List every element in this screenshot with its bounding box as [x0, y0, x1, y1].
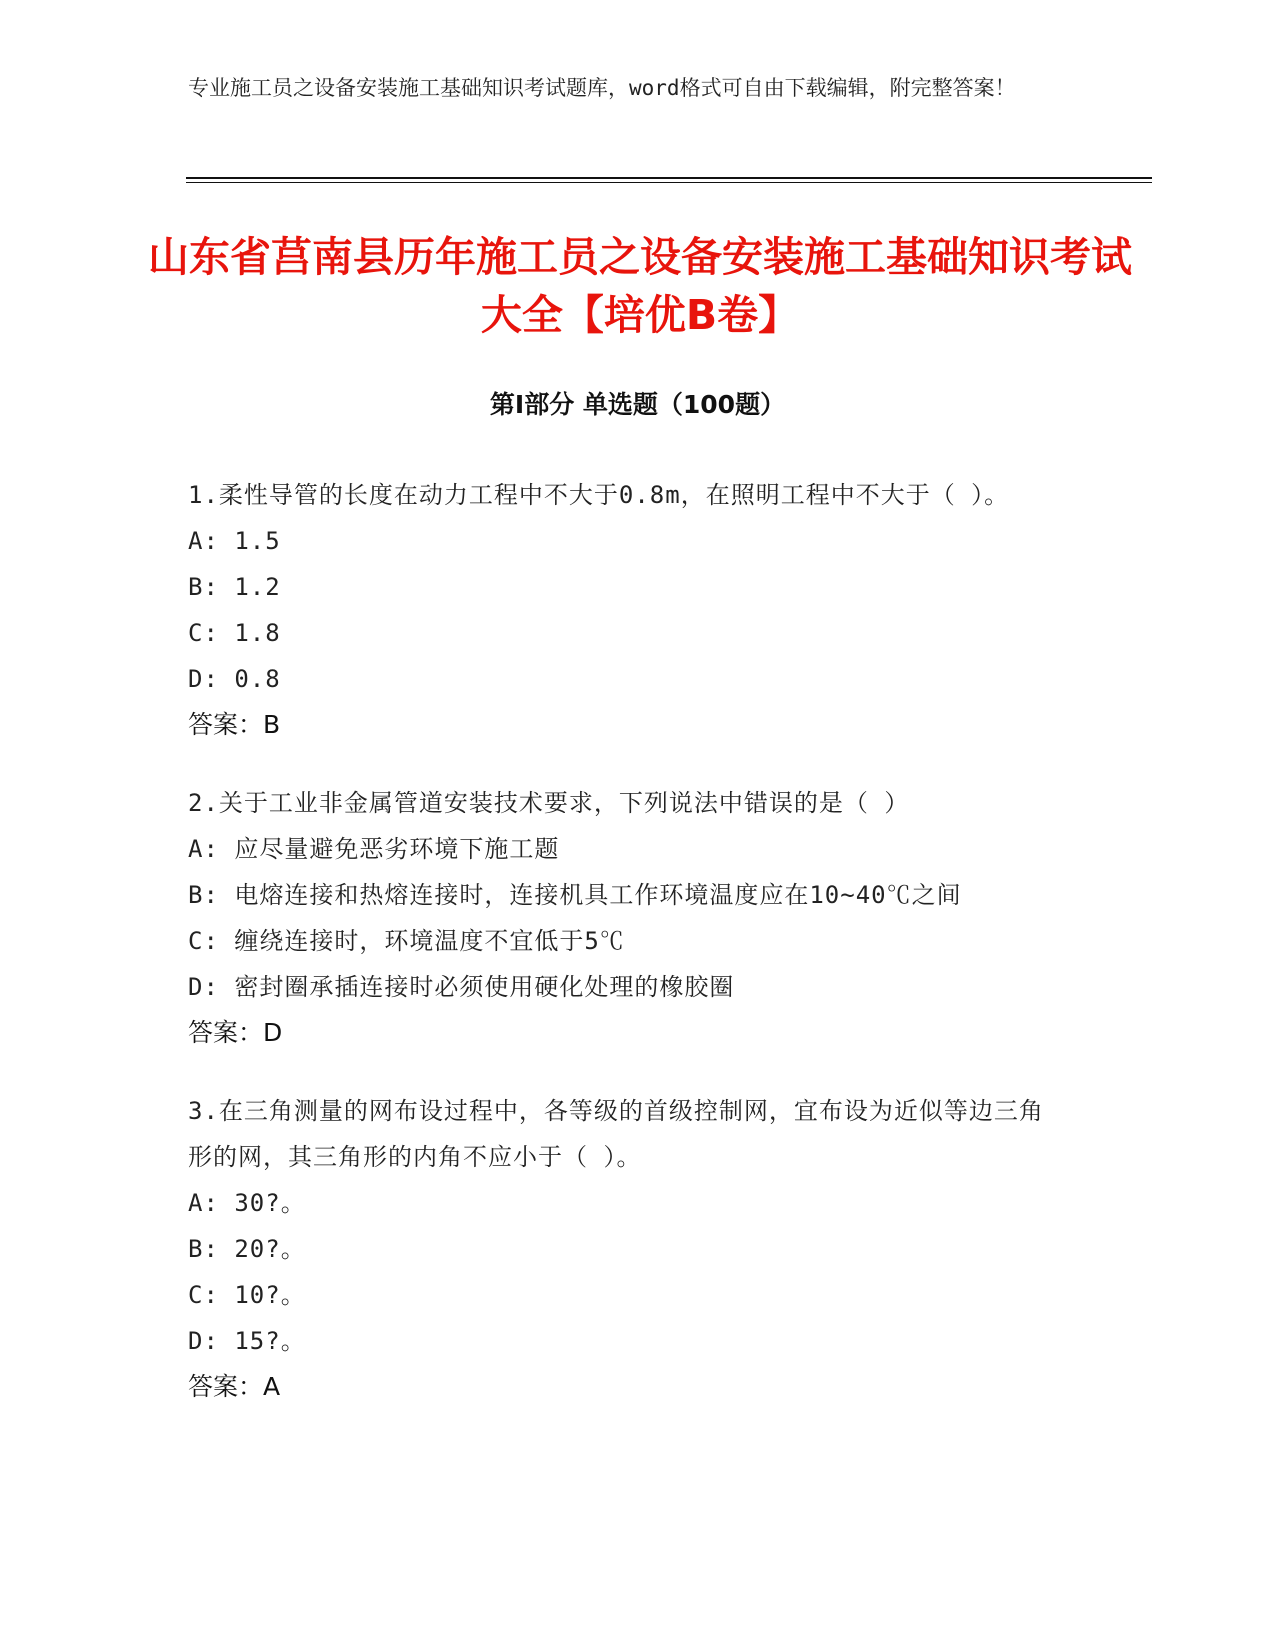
question-3 — [188, 1088, 1068, 1410]
option-b: B: 1.2 — [188, 573, 281, 601]
answer: 答案：A — [188, 1372, 281, 1401]
question-1 — [188, 472, 1068, 748]
option-a: A: 30?。 — [188, 1189, 306, 1217]
question-list — [188, 472, 1068, 1442]
question-stem: 2.关于工业非金属管道安装技术要求，下列说法中错误的是（ ） — [188, 789, 910, 817]
option-d: D: 密封圈承插连接时必须使用硬化处理的橡胶圈 — [188, 973, 735, 1001]
option-c: C: 1.8 — [188, 619, 281, 647]
header-divider-thick — [186, 177, 1152, 179]
option-c: C: 缠绕连接时，环境温度不宜低于5℃ — [188, 927, 625, 955]
option-a: A: 应尽量避免恶劣环境下施工题 — [188, 835, 560, 863]
header-divider-thin — [186, 182, 1152, 183]
question-2 — [188, 780, 1068, 1056]
option-a: A: 1.5 — [188, 527, 281, 555]
option-d: D: 0.8 — [188, 665, 281, 693]
answer: 答案：B — [188, 710, 281, 739]
question-stem: 3.在三角测量的网布设过程中，各等级的首级控制网，宜布设为近似等边三角形的网，其三角形的内角不应小于（ ）。 — [188, 1097, 1044, 1171]
document-title: 山东省莒南县历年施工员之设备安装施工基础知识考试大全【培优B卷】 — [148, 233, 1132, 339]
question-stem: 1.柔性导管的长度在动力工程中不大于0.8m，在照明工程中不大于（ ）。 — [188, 481, 1010, 509]
option-d: D: 15?。 — [188, 1327, 306, 1355]
section-heading: 第Ⅰ部分 单选题（100题） — [489, 390, 786, 419]
option-b: B: 20?。 — [188, 1235, 306, 1263]
answer: 答案：D — [188, 1018, 283, 1047]
option-c: C: 10?。 — [188, 1281, 306, 1309]
option-b: B: 电熔连接和热熔连接时，连接机具工作环境温度应在10~40℃之间 — [188, 881, 962, 909]
page-header-text: 专业施工员之设备安装施工基础知识考试题库，word格式可自由下载编辑，附完整答案！ — [188, 76, 1016, 100]
